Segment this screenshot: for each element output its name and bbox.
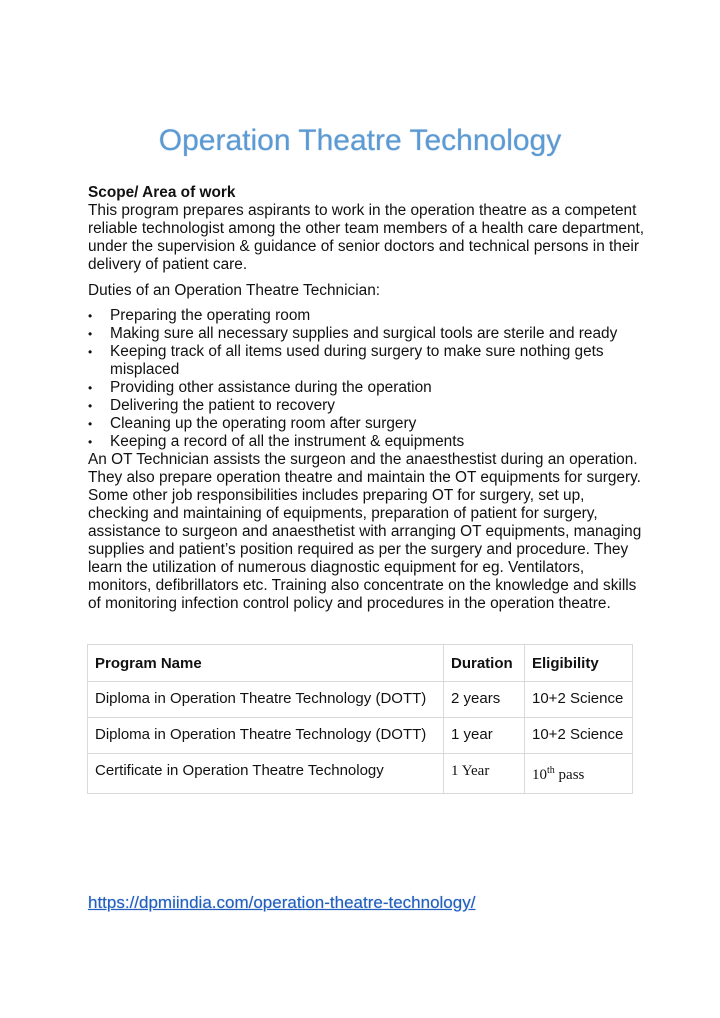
table-row [88,682,633,718]
description-paragraph: An OT Technician assists the surgeon and the anaesthestist during an operation. They also prepare operation theatre and maintain the OT equipments for surgery. Some other job responsibilities includes preparing OT for surgery, set up, checking and maintaining of equipments, preparation of patient for surgery, assistance to surgeon and anaesthetist with arranging OT equipments, managing supplies and patient’s position required as per the surgery and procedure. They learn the utilization of numerous diagnostic equipment for eg. Ventilators, monitors, defibrillators etc. Training also concentrate on the knowledge and skills of monitoring infection control policy and procedures in the operation theatre. [88,451,642,612]
duty-item: • Providing other assistance during the operation [88,379,648,397]
header-duration: Duration [444,645,525,682]
duty-item: • Keeping track of all items used during surgery to make sure nothing gets misplaced [88,343,648,379]
table-row [88,718,633,754]
duty-item: • Preparing the operating room [88,307,648,325]
cell-eligibility: 10+2 Science [525,682,633,718]
header-program-name: Program Name [88,645,444,682]
program-table [87,644,633,794]
duty-item: • Making sure all necessary supplies and surgical tools are sterile and ready [88,325,648,343]
duty-item: • Keeping a record of all the instrument & equipments [88,433,648,451]
duties-list [88,307,648,451]
cell-eligibility: 10th pass [525,754,633,794]
duties-heading: Duties of an Operation Theatre Technician: [88,282,381,299]
source-link[interactable]: https://dpmiindia.com/operation-theatre-technology/ [88,893,476,912]
duty-item: • Delivering the patient to recovery [88,397,648,415]
cell-program-name: Diploma in Operation Theatre Technology (DOTT) [88,718,444,754]
scope-text: This program prepares aspirants to work in the operation theatre as a competent reliable technologist among the other team members of a health care department, under the supervision & guidance of senior doctors and technical persons in their delivery of patient care. [88,202,645,273]
header-eligibility: Eligibility [525,645,633,682]
scope-heading: Scope/ Area of work [88,184,236,201]
cell-program-name: Diploma in Operation Theatre Technology (DOTT) [88,682,444,718]
table-row [88,754,633,794]
page-title: Operation Theatre Technology [158,124,562,157]
cell-eligibility: 10+2 Science [525,718,633,754]
content-body [88,184,648,613]
table-header-row [88,645,633,682]
cell-duration: 1 year [444,718,525,754]
cell-program-name: Certificate in Operation Theatre Technology [88,754,444,794]
cell-duration: 1 Year [444,754,525,794]
duty-item: • Cleaning up the operating room after surgery [88,415,648,433]
cell-duration: 2 years [444,682,525,718]
